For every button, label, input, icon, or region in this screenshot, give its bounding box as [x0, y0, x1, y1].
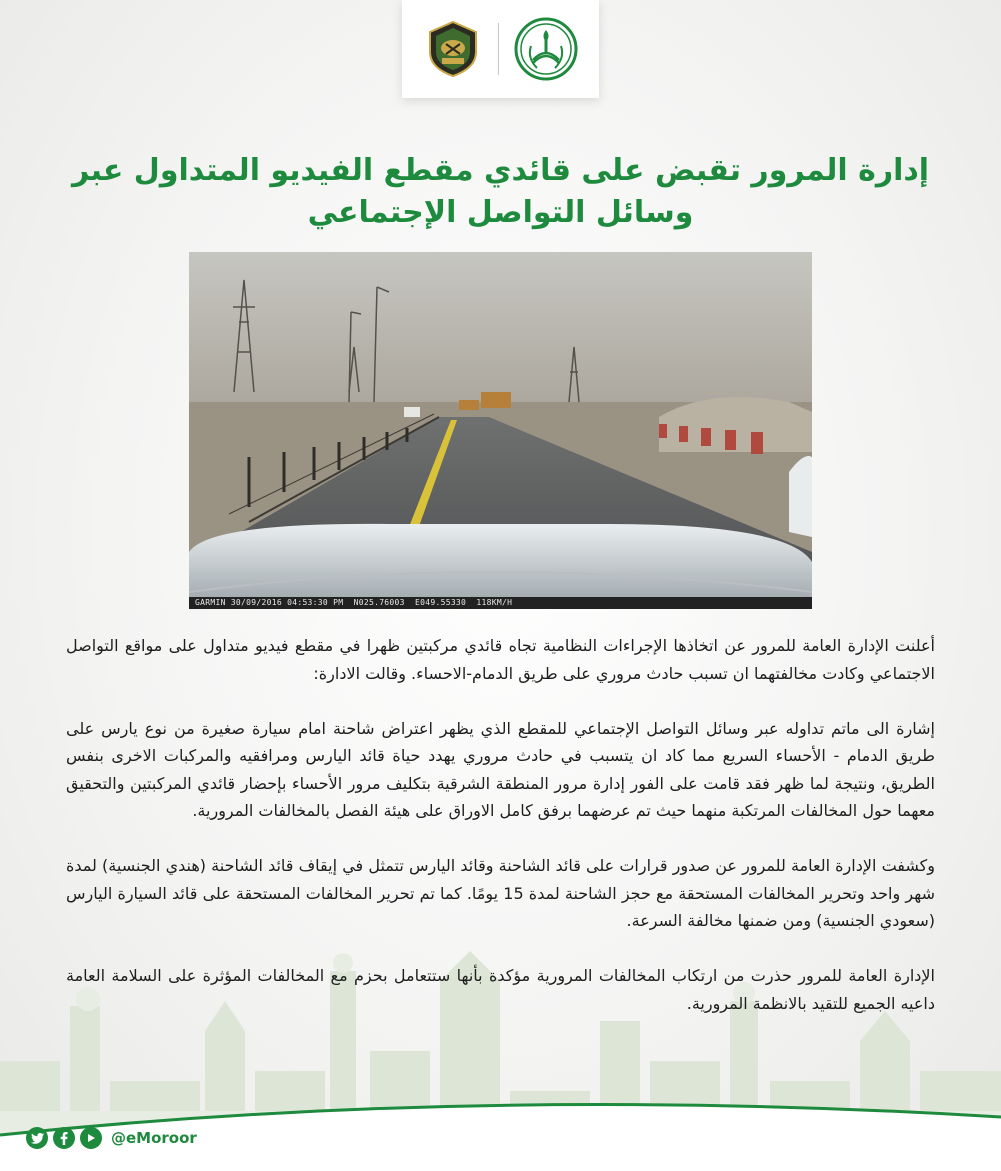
article-paragraph-4: الإدارة العامة للمرور حذرت من ارتكاب المخالفات المرورية مؤكدة بأنها ستتعامل بحزم مع المخالفات المؤثرة على السلامة العامة داعيه الجميع للتقيد بالانظمة المرورية.: [66, 966, 935, 1013]
saudi-emblem-icon: [513, 16, 579, 82]
article-body: [66, 632, 935, 1045]
social-handle[interactable]: @eMoroor: [111, 1129, 197, 1147]
footer-social: [26, 1127, 197, 1149]
logo-card: [402, 0, 599, 98]
article-paragraph-3: وكشفت الإدارة العامة للمرور عن صدور قرارات على قائد الشاحنة وقائد اليارس تتمثل في إيقاف قائد الشاحنة (هندي الجنسية) لمدة شهر واحد وتحرير المخالفات المستحقة مع حجز الشاحنة لمدة 15 يومًا. كما تم تحرير المخالفات المستحقة على قائد السيارة اليارس (سعودي الجنسية) ومن ضمنها مخالفة السرعة.: [66, 856, 936, 930]
article-paragraph-2: إشارة الى ماتم تداوله عبر وسائل التواصل الإجتماعي للمقطع الذي يظهر اعتراض شاحنة امام سيارة صغيرة من نوع يارس على طريق الدمام - الأحساء السريع مما كاد ان يتسبب في حادث مروري يهدد حياة قائد اليارس ومرافقيه والمركبات الاخرى بنفس الطريق، ونتيجة لما ظهر فقد قامت على الفور إدارة مرور المنطقة الشرقية بتكليف مرور الأحساء بإحضار قائدي المركبتين والتحقيق معهما حول المخالفات المرتكبة منهما حيث تم عرضهما برفق كامل الاوراق على هيئة الفصل بالمخالفات المرورية.: [66, 718, 935, 820]
dashcam-photo: [189, 252, 812, 609]
traffic-department-badge-icon: [422, 18, 484, 80]
page-title: إدارة المرور تقبض على قائدي مقطع الفيديو المتداول عبر وسائل التواصل الإجتماعي: [71, 153, 930, 230]
logo-divider: [498, 23, 499, 75]
dashcam-overlay-text: GARMIN 30/09/2016 04:53:30 PM N025.76003 E049.55330 118KM/H: [195, 598, 513, 607]
facebook-icon[interactable]: [53, 1127, 75, 1149]
article-paragraph-1: أعلنت الإدارة العامة للمرور عن اتخاذها الإجراءات النظامية تجاه قائدي مركبتين ظهرا في مقطع فيديو متداول على مواقع التواصل الاجتماعي وكادت مخالفتهما ان تسبب حادث مروري على طريق الدمام-الاحساء. وقالت الادارة:: [66, 636, 935, 683]
youtube-icon[interactable]: [80, 1127, 102, 1149]
twitter-icon[interactable]: [26, 1127, 48, 1149]
